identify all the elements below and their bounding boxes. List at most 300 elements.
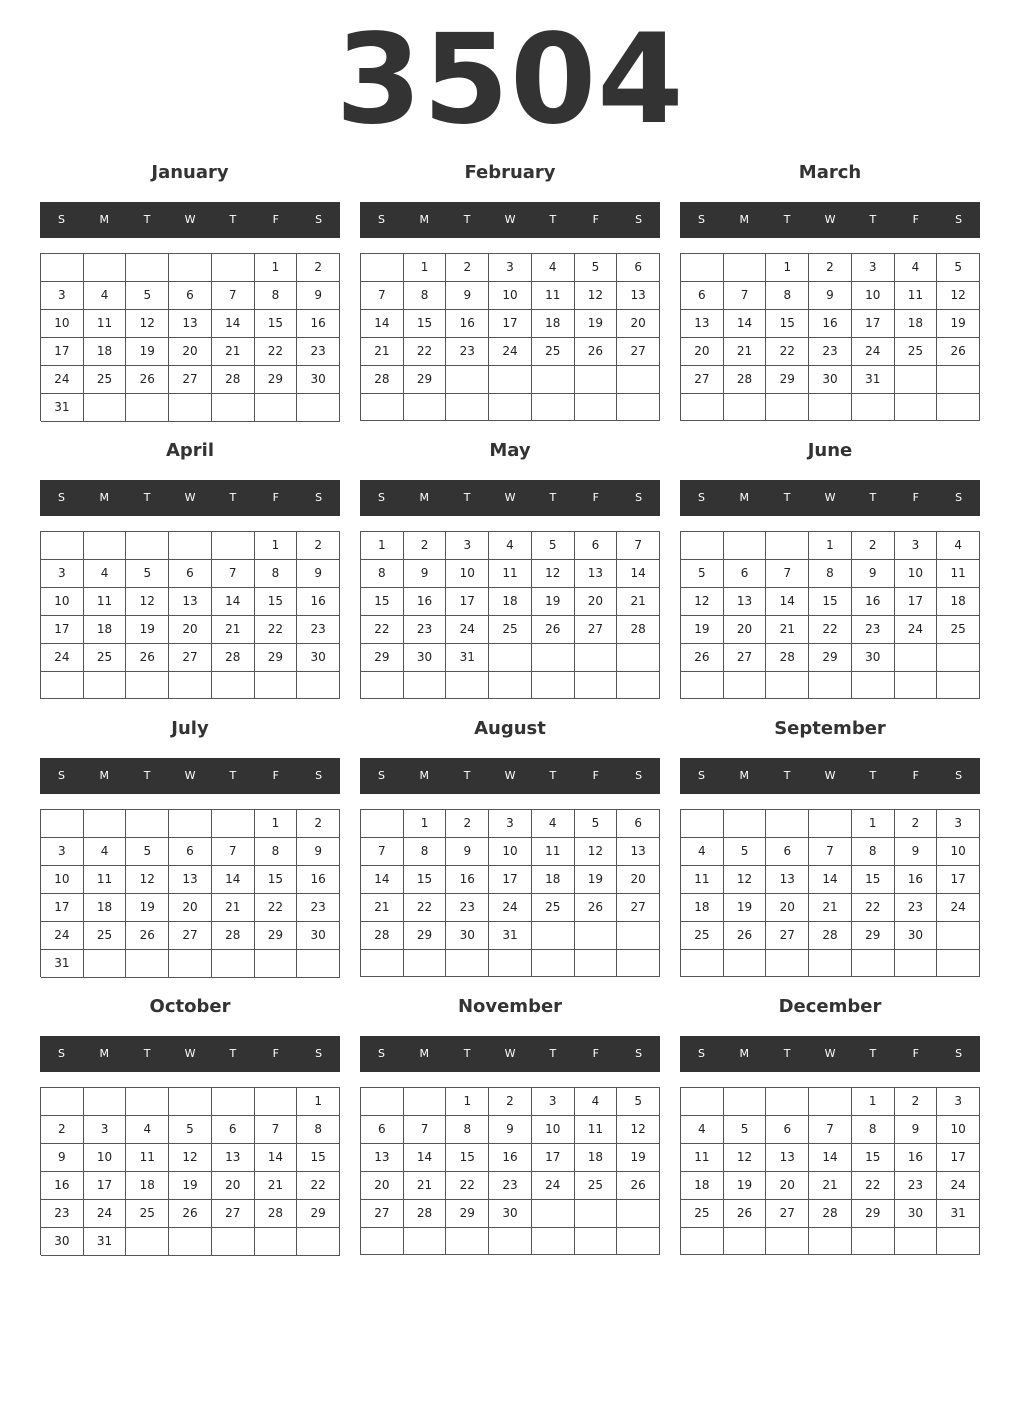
empty-cell [852,394,895,421]
day-cell: 26 [937,338,980,366]
day-cell: 21 [212,616,255,644]
empty-cell [766,1088,809,1116]
day-cell: 24 [41,922,84,950]
day-cell: 29 [297,1200,340,1228]
empty-cell [724,810,767,838]
empty-cell [212,254,255,282]
day-cell: 12 [126,310,169,338]
day-cell: 9 [446,282,489,310]
day-cell: 23 [297,894,340,922]
day-cell: 22 [852,894,895,922]
day-cell: 27 [169,644,212,672]
empty-cell [681,254,724,282]
month-name: February [464,162,556,183]
empty-cell [724,532,767,560]
weekday-label: T [869,769,877,782]
empty-cell [126,394,169,422]
day-cell: 6 [169,282,212,310]
empty-cell [489,1228,532,1255]
empty-cell [532,950,575,977]
empty-cell [41,1088,84,1116]
weekday-label: S [635,769,643,782]
weekday-label: T [463,213,471,226]
day-cell: 22 [297,1172,340,1200]
empty-cell [41,254,84,282]
day-cell: 16 [895,1144,938,1172]
day-cell: 9 [852,560,895,588]
day-cell: 14 [212,866,255,894]
day-cell: 10 [446,560,489,588]
day-cell: 25 [937,616,980,644]
day-cell: 26 [532,616,575,644]
empty-cell [489,394,532,421]
day-cell: 19 [575,866,618,894]
empty-cell [297,950,340,978]
day-cell: 20 [361,1172,404,1200]
day-cell: 2 [895,1088,938,1116]
day-cell: 26 [575,338,618,366]
month-february [360,158,660,428]
weekday-header [680,1036,980,1072]
day-cell: 20 [766,894,809,922]
day-cell: 30 [297,644,340,672]
day-cell: 19 [575,310,618,338]
day-cell: 24 [895,616,938,644]
empty-cell [126,532,169,560]
empty-cell [212,810,255,838]
weekday-label: M [99,491,110,504]
month-name: June [807,440,853,461]
day-cell: 5 [724,1116,767,1144]
empty-cell [126,950,169,978]
day-cell: 8 [809,560,852,588]
day-cell: 3 [489,254,532,282]
day-cell: 27 [617,894,660,922]
day-cell: 18 [532,310,575,338]
empty-cell [297,1228,340,1256]
weekday-header [360,480,660,516]
weekday-label: S [315,491,323,504]
day-cell: 5 [126,282,169,310]
day-cell: 15 [446,1144,489,1172]
weekday-label: M [739,213,750,226]
month-december [680,992,980,1262]
day-cell: 25 [575,1172,618,1200]
weekday-label: W [184,213,196,226]
day-cell: 8 [255,282,298,310]
day-cell: 22 [446,1172,489,1200]
day-cell: 24 [41,366,84,394]
weekday-label: S [635,491,643,504]
day-cell: 30 [895,1200,938,1228]
day-cell: 14 [361,310,404,338]
day-cell: 12 [681,588,724,616]
empty-cell [169,1088,212,1116]
day-cell: 16 [297,310,340,338]
day-cell: 23 [297,338,340,366]
day-cell: 23 [895,1172,938,1200]
day-cell: 19 [724,894,767,922]
day-cell: 31 [41,950,84,978]
empty-cell [809,394,852,421]
day-cell: 1 [297,1088,340,1116]
weekday-header [360,758,660,794]
day-cell: 11 [681,866,724,894]
day-cell: 26 [169,1200,212,1228]
day-cell: 15 [255,588,298,616]
day-cell: 29 [404,366,447,394]
day-cell: 7 [766,560,809,588]
day-cell: 23 [895,894,938,922]
day-cell: 24 [84,1200,127,1228]
empty-cell [937,366,980,394]
empty-cell [41,810,84,838]
weekday-header [40,758,340,794]
day-grid [680,1087,980,1255]
day-cell: 6 [169,560,212,588]
day-cell: 24 [937,894,980,922]
day-cell: 20 [169,616,212,644]
day-cell: 5 [937,254,980,282]
day-cell: 17 [41,338,84,366]
weekday-label: T [783,1047,791,1060]
empty-cell [809,672,852,699]
day-cell: 25 [681,922,724,950]
day-cell: 4 [575,1088,618,1116]
day-cell: 16 [446,866,489,894]
day-cell: 14 [724,310,767,338]
empty-cell [617,366,660,394]
day-cell: 16 [852,588,895,616]
day-cell: 26 [126,366,169,394]
day-cell: 28 [404,1200,447,1228]
empty-cell [766,810,809,838]
day-cell: 19 [169,1172,212,1200]
day-cell: 22 [766,338,809,366]
day-cell: 31 [41,394,84,422]
day-cell: 1 [255,810,298,838]
empty-cell [766,672,809,699]
day-cell: 16 [404,588,447,616]
day-cell: 21 [361,894,404,922]
day-cell: 27 [212,1200,255,1228]
weekday-label: S [697,1047,705,1060]
day-cell: 8 [852,1116,895,1144]
day-cell: 7 [212,838,255,866]
day-cell: 16 [297,588,340,616]
month-june [680,436,980,706]
empty-cell [895,644,938,672]
day-cell: 25 [489,616,532,644]
day-cell: 7 [212,560,255,588]
day-cell: 12 [617,1116,660,1144]
day-cell: 12 [937,282,980,310]
empty-cell [361,672,404,699]
day-cell: 15 [404,310,447,338]
day-cell: 29 [766,366,809,394]
empty-cell [617,672,660,699]
day-cell: 5 [575,810,618,838]
day-cell: 20 [617,866,660,894]
day-cell: 18 [126,1172,169,1200]
day-cell: 19 [532,588,575,616]
day-cell: 28 [809,922,852,950]
day-cell: 13 [361,1144,404,1172]
day-cell: 30 [809,366,852,394]
weekday-label: S [57,769,65,782]
day-cell: 17 [41,616,84,644]
day-cell: 6 [766,1116,809,1144]
day-cell: 17 [489,310,532,338]
day-cell: 15 [297,1144,340,1172]
month-july [40,714,340,984]
empty-cell [169,532,212,560]
empty-cell [84,394,127,422]
weekday-label: W [184,491,196,504]
day-cell: 22 [404,894,447,922]
empty-cell [681,1088,724,1116]
empty-cell [169,1228,212,1256]
weekday-label: W [824,769,836,782]
weekday-label: T [229,213,237,226]
day-cell: 30 [404,644,447,672]
day-cell: 28 [361,366,404,394]
weekday-label: S [697,491,705,504]
empty-cell [126,1228,169,1256]
day-cell: 10 [937,838,980,866]
day-cell: 14 [404,1144,447,1172]
day-cell: 21 [724,338,767,366]
day-cell: 2 [297,810,340,838]
day-cell: 17 [937,866,980,894]
empty-cell [724,254,767,282]
empty-cell [575,1228,618,1255]
day-cell: 18 [575,1144,618,1172]
day-cell: 23 [809,338,852,366]
empty-cell [617,1228,660,1255]
month-april [40,436,340,706]
day-cell: 13 [169,588,212,616]
weekday-label: T [549,491,557,504]
day-cell: 2 [41,1116,84,1144]
day-cell: 18 [84,894,127,922]
weekday-header [40,1036,340,1072]
day-cell: 22 [255,616,298,644]
day-cell: 26 [126,644,169,672]
day-cell: 17 [84,1172,127,1200]
day-cell: 31 [852,366,895,394]
weekday-label: M [99,213,110,226]
day-cell: 16 [41,1172,84,1200]
empty-cell [895,1228,938,1255]
day-cell: 18 [489,588,532,616]
day-cell: 17 [446,588,489,616]
empty-cell [126,254,169,282]
weekday-label: S [315,769,323,782]
day-cell: 2 [297,254,340,282]
day-cell: 28 [212,366,255,394]
day-cell: 24 [852,338,895,366]
day-cell: 12 [126,866,169,894]
day-cell: 13 [212,1144,255,1172]
month-name: August [474,718,546,739]
day-cell: 29 [809,644,852,672]
weekday-label: F [912,1047,919,1060]
day-cell: 20 [681,338,724,366]
month-january [40,158,340,428]
month-august [360,714,660,984]
day-cell: 15 [361,588,404,616]
day-cell: 5 [575,254,618,282]
day-cell: 3 [937,810,980,838]
day-cell: 11 [681,1144,724,1172]
day-cell: 28 [212,644,255,672]
empty-cell [724,1228,767,1255]
day-cell: 7 [809,1116,852,1144]
month-name: January [151,162,229,183]
day-cell: 21 [766,616,809,644]
empty-cell [297,672,340,699]
day-cell: 18 [681,894,724,922]
day-grid [680,809,980,977]
day-cell: 7 [361,838,404,866]
weekday-label: M [739,1047,750,1060]
day-grid [360,531,660,699]
day-cell: 25 [84,644,127,672]
day-cell: 2 [489,1088,532,1116]
year-title: 3504 [335,8,685,152]
day-cell: 12 [724,1144,767,1172]
weekday-label: T [783,213,791,226]
day-grid [40,809,340,977]
day-cell: 8 [446,1116,489,1144]
day-cell: 11 [84,866,127,894]
day-cell: 15 [404,866,447,894]
day-cell: 21 [809,1172,852,1200]
day-cell: 10 [895,560,938,588]
empty-cell [255,672,298,699]
day-cell: 1 [766,254,809,282]
empty-cell [446,672,489,699]
empty-cell [212,532,255,560]
day-cell: 9 [297,560,340,588]
day-cell: 24 [489,338,532,366]
day-cell: 26 [617,1172,660,1200]
day-cell: 11 [532,838,575,866]
empty-cell [681,950,724,977]
day-cell: 25 [84,922,127,950]
day-cell: 8 [255,838,298,866]
day-cell: 5 [617,1088,660,1116]
day-cell: 5 [126,838,169,866]
day-cell: 28 [617,616,660,644]
empty-cell [361,394,404,421]
day-cell: 21 [212,894,255,922]
month-name: May [489,440,531,461]
weekday-label: T [229,1047,237,1060]
day-cell: 28 [809,1200,852,1228]
weekday-header [680,202,980,238]
day-cell: 22 [809,616,852,644]
day-cell: 9 [297,838,340,866]
day-cell: 23 [297,616,340,644]
weekday-label: S [635,1047,643,1060]
empty-cell [681,810,724,838]
day-cell: 31 [84,1228,127,1256]
day-cell: 21 [404,1172,447,1200]
day-cell: 11 [575,1116,618,1144]
empty-cell [895,950,938,977]
month-name: December [778,996,882,1017]
day-cell: 27 [361,1200,404,1228]
weekday-label: S [955,1047,963,1060]
empty-cell [169,950,212,978]
month-november [360,992,660,1262]
day-cell: 12 [575,282,618,310]
day-cell: 30 [297,366,340,394]
empty-cell [895,672,938,699]
empty-cell [404,672,447,699]
weekday-label: T [463,1047,471,1060]
day-cell: 28 [212,922,255,950]
day-cell: 26 [724,922,767,950]
empty-cell [575,1200,618,1228]
day-cell: 16 [809,310,852,338]
day-cell: 25 [532,894,575,922]
empty-cell [297,394,340,422]
empty-cell [724,672,767,699]
weekday-label: T [783,491,791,504]
empty-cell [84,254,127,282]
day-grid [680,531,980,699]
month-name: September [774,718,886,739]
day-cell: 2 [809,254,852,282]
weekday-label: S [955,769,963,782]
day-cell: 15 [852,1144,895,1172]
weekday-label: T [869,213,877,226]
day-cell: 3 [852,254,895,282]
day-cell: 5 [169,1116,212,1144]
weekday-label: S [635,213,643,226]
weekday-label: F [592,769,599,782]
day-cell: 29 [852,922,895,950]
day-cell: 14 [361,866,404,894]
day-cell: 13 [724,588,767,616]
weekday-label: T [229,491,237,504]
day-cell: 8 [297,1116,340,1144]
weekday-label: F [592,491,599,504]
day-cell: 11 [84,588,127,616]
empty-cell [852,672,895,699]
day-cell: 1 [361,532,404,560]
weekday-label: T [869,491,877,504]
day-cell: 20 [724,616,767,644]
day-cell: 5 [681,560,724,588]
day-cell: 19 [724,1172,767,1200]
day-cell: 13 [681,310,724,338]
day-cell: 10 [489,282,532,310]
empty-cell [489,672,532,699]
empty-cell [404,1088,447,1116]
day-cell: 30 [489,1200,532,1228]
weekday-label: T [549,769,557,782]
empty-cell [575,672,618,699]
day-cell: 24 [446,616,489,644]
weekday-label: T [549,213,557,226]
weekday-label: M [419,769,430,782]
empty-cell [84,672,127,699]
weekday-label: S [377,491,385,504]
